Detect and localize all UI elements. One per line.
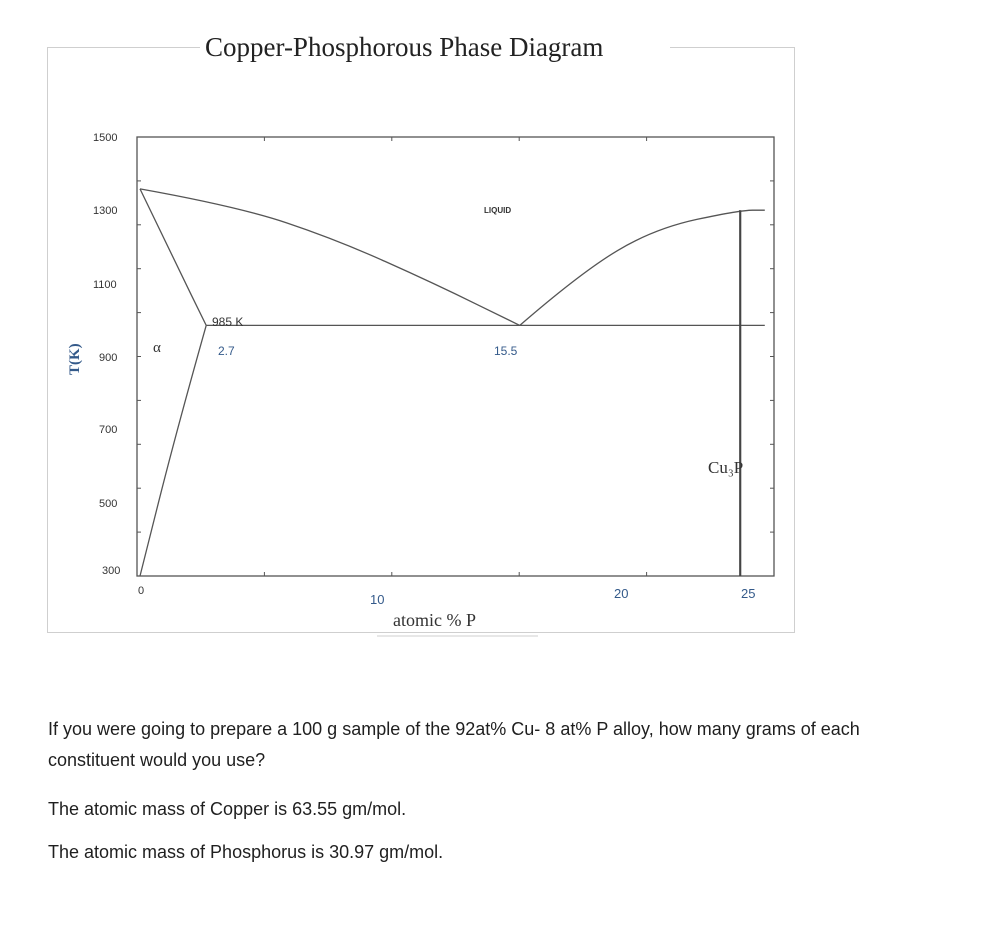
x-tick-labels xyxy=(138,585,755,607)
y-tick-label: 300 xyxy=(102,565,121,577)
solidus-curve xyxy=(140,189,206,326)
phase-boundaries xyxy=(140,189,765,576)
x-axis-label: atomic % P xyxy=(393,610,476,630)
x-tick-label: 0 xyxy=(138,585,145,597)
y-tick-label: 900 xyxy=(99,352,118,364)
alpha-limit-label: 2.7 xyxy=(218,344,235,358)
eutectic-temperature-label: 985 K xyxy=(212,315,244,329)
liquid-phase-label: LIQUID xyxy=(484,206,512,215)
question-text xyxy=(48,714,948,868)
solvus-curve xyxy=(140,325,206,576)
question-prompt: If you were going to prepare a 100 g sample of the 92at% Cu- 8 at% P alloy, how many grams of each constituent would you use? xyxy=(48,719,860,770)
copper-mass-statement: The atomic mass of Copper is 63.55 gm/mol. xyxy=(48,799,407,819)
x-tick-label: 20 xyxy=(614,586,629,601)
y-tick-labels xyxy=(93,132,120,577)
y-tick-label: 1500 xyxy=(93,132,118,144)
y-tick-label: 1100 xyxy=(93,279,117,291)
figure-title: Copper-Phosphorous Phase Diagram xyxy=(205,32,604,62)
y-tick-label: 1300 xyxy=(93,205,118,217)
eutectic-composition-label: 15.5 xyxy=(494,344,518,358)
alpha-phase-label: α xyxy=(153,340,161,356)
liquidus-right-curve xyxy=(520,210,765,325)
y-axis-label: T(K) xyxy=(67,343,83,375)
x-tick-label: 10 xyxy=(370,592,385,607)
cu3p-phase-label: Cu₃P xyxy=(708,458,744,477)
y-tick-label: 700 xyxy=(99,424,118,436)
x-tick-label: 25 xyxy=(741,586,756,601)
y-tick-label: 500 xyxy=(99,498,118,510)
liquidus-left-curve xyxy=(140,189,520,326)
phosphorus-mass-statement: The atomic mass of Phosphorus is 30.97 gm/mol. xyxy=(48,842,444,862)
